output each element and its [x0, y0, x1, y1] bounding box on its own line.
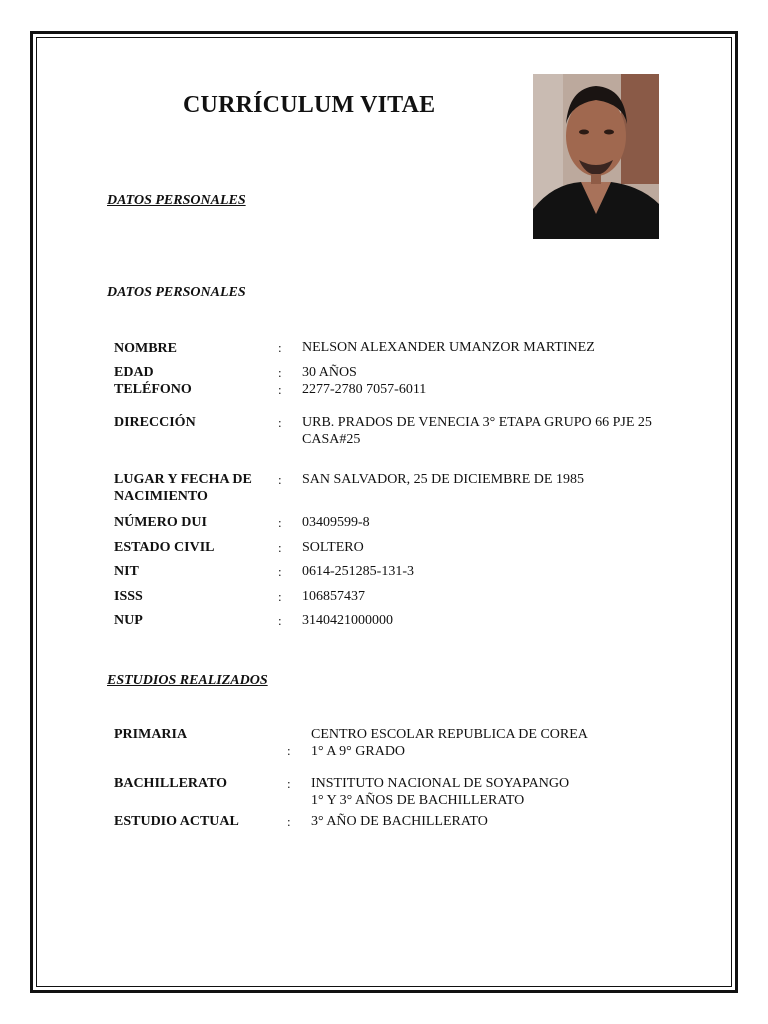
- value-isss: 106857437: [302, 589, 365, 604]
- value-nit: 0614-251285-131-3: [302, 564, 414, 579]
- document-title: CURRÍCULUM VITAE: [183, 92, 436, 118]
- label-nombre: NOMBRE: [114, 341, 177, 356]
- label-telefono: TELÉFONO: [114, 382, 192, 397]
- colon-dui: :: [278, 515, 282, 530]
- value-nup: 3140421000000: [302, 613, 393, 628]
- value-dui: 03409599-8: [302, 515, 370, 530]
- section-heading-personal-data-2: DATOS PERSONALES: [107, 285, 246, 300]
- colon-primaria: :: [287, 743, 291, 758]
- label-nup: NUP: [114, 613, 143, 628]
- label-lugar-fecha-line2: NACIMIENTO: [114, 489, 208, 504]
- value-telefono: 2277-2780 7057-6011: [302, 382, 427, 397]
- label-nit: NIT: [114, 564, 139, 579]
- label-lugar-fecha-line1: LUGAR Y FECHA DE: [114, 472, 252, 487]
- colon-edad: :: [278, 365, 282, 380]
- colon-bachillerato: :: [287, 776, 291, 791]
- profile-photo: [533, 74, 659, 239]
- colon-lugar-fecha: :: [278, 472, 282, 487]
- section-heading-personal-data: DATOS PERSONALES: [107, 193, 246, 208]
- value-primaria-line1: CENTRO ESCOLAR REPUBLICA DE COREA: [311, 727, 588, 742]
- value-lugar-fecha: SAN SALVADOR, 25 DE DICIEMBRE DE 1985: [302, 472, 584, 487]
- value-direccion: [302, 414, 652, 448]
- label-bachillerato: BACHILLERATO: [114, 776, 228, 791]
- colon-estado-civil: :: [278, 540, 282, 555]
- label-estado-civil: ESTADO CIVIL: [114, 540, 215, 555]
- value-bachillerato-line1: INSTITUTO NACIONAL DE SOYAPANGO: [311, 776, 570, 791]
- colon-isss: :: [278, 589, 282, 604]
- colon-nit: :: [278, 564, 282, 579]
- colon-telefono: :: [278, 382, 282, 397]
- label-dui: NÚMERO DUI: [114, 515, 207, 530]
- colon-nombre: :: [278, 340, 282, 355]
- colon-estudio-actual: :: [287, 814, 291, 829]
- value-direccion-line2: CASA#25: [302, 432, 361, 447]
- colon-direccion: :: [278, 415, 282, 430]
- label-direccion: DIRECCIÓN: [114, 415, 196, 430]
- value-edad: 30 AÑOS: [302, 365, 357, 380]
- colon-nup: :: [278, 613, 282, 628]
- value-bachillerato-line2: 1° Y 3° AÑOS DE BACHILLERATO: [311, 793, 525, 808]
- label-primaria: PRIMARIA: [114, 727, 188, 742]
- value-estado-civil: SOLTERO: [302, 540, 364, 555]
- label-edad: EDAD: [114, 365, 154, 380]
- label-estudio-actual: ESTUDIO ACTUAL: [114, 814, 239, 829]
- value-bachillerato: [311, 775, 569, 809]
- value-primaria: [311, 726, 588, 760]
- section-heading-studies: ESTUDIOS REALIZADOS: [107, 673, 268, 688]
- value-nombre: NELSON ALEXANDER UMANZOR MARTINEZ: [302, 340, 595, 355]
- value-primaria-line2: 1° A 9° GRADO: [311, 744, 406, 759]
- label-isss: ISSS: [114, 589, 143, 604]
- value-direccion-line1: URB. PRADOS DE VENECIA 3° ETAPA GRUPO 66 PJE 25: [302, 415, 652, 430]
- value-estudio-actual: 3° AÑO DE BACHILLERATO: [311, 814, 488, 829]
- label-lugar-fecha: [114, 471, 252, 505]
